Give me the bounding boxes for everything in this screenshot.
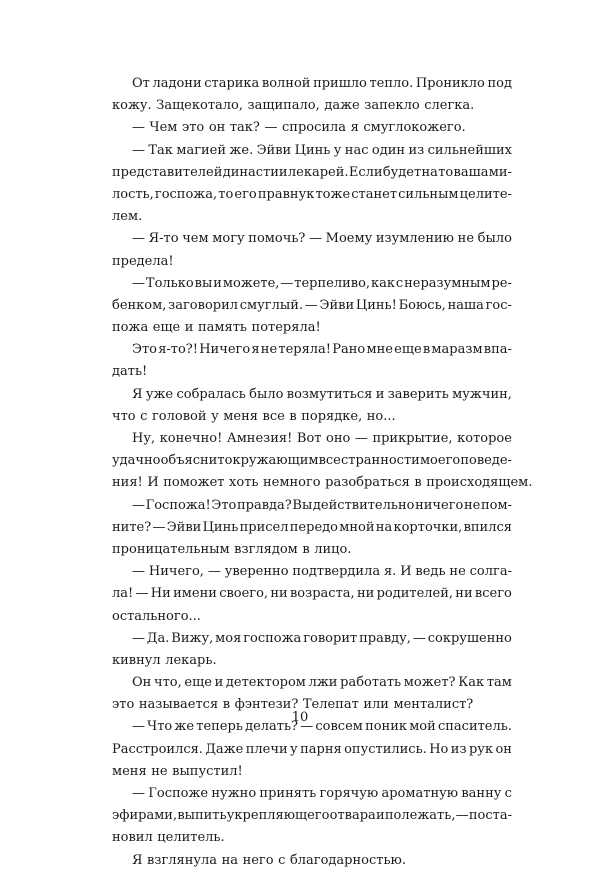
text-line: — Я-то чем могу помочь? — Моему изумлению не было	[132, 231, 512, 247]
text-line: — Госпоже нужно принять горячую ароматную ванну с	[132, 786, 512, 801]
text-line: Он что, еще и детектором лжи работать может? Как там	[132, 675, 512, 691]
text-line: ния! И поможет хоть немного разобраться в происходящем.	[112, 475, 533, 491]
text-line: это называется в фэнтези? Телепат или менталист?	[112, 697, 474, 713]
text-line: остального...	[112, 608, 201, 624]
text-line: что с головой у меня все в порядке, но...	[112, 408, 396, 424]
text-line: Я уже собралась было возмутиться и заверить мужчин,	[132, 386, 512, 402]
text-line: кожу. Защекотало, защипало, даже запекло слегка.	[112, 98, 475, 114]
text-line: ла! — Ни имени своего, ни возраста, ни родителей, ни всего	[112, 586, 512, 602]
text-line: новил целитель.	[112, 830, 225, 846]
text-line: дать!	[112, 364, 148, 380]
text-line: — Да. Вижу, моя госпожа говорит правду, — сокрушенно	[132, 630, 512, 646]
text-line: кивнул лекарь.	[112, 652, 217, 668]
page-number: 10	[291, 710, 309, 725]
text-line: лость, госпожа, то его правнук тоже станет сильным целите-	[112, 186, 512, 202]
text-line: — Что же теперь делать? — совсем поник мой спаситель.	[132, 719, 512, 735]
text-line: От ладони старика волной пришло тепло. Проникло под	[132, 76, 512, 91]
text-line: пожа еще и память потеряла!	[112, 320, 321, 336]
text-line: Это я-то?! Ничего я не теряла! Рано мне еще в маразм впа-	[132, 342, 512, 358]
page-text	[112, 73, 533, 872]
text-line: проницательным взглядом в лицо.	[112, 541, 352, 557]
text-line: — Госпожа! Это правда? Вы действительно ничего не пом-	[132, 497, 512, 513]
text-line: представителей династии лекарей. Если будет на то ваша ми-	[112, 164, 512, 180]
text-line: — Чем это он так? — спросила я смуглокожего.	[132, 120, 466, 136]
text-line: меня не выпустил!	[112, 763, 243, 779]
text-line: предела!	[112, 253, 174, 269]
text-line: Ну, конечно! Амнезия! Вот оно — прикрытие, которое	[132, 431, 512, 446]
text-line: Я взглянула на него с благодарностью.	[132, 852, 406, 868]
text-line: — Ничего, — уверенно подтвердила я. И ведь не солга-	[132, 564, 512, 580]
text-line: бенком, заговорил смуглый. — Эйви Цинь! Боюсь, наша гос-	[112, 297, 512, 313]
text-line: — Только вы и можете, — терпеливо, как с неразумным ре-	[132, 275, 512, 291]
text-line: Расстроился. Даже плечи у парня опустились. Но из рук он	[112, 741, 512, 757]
text-line: — Так магией же. Эйви Цинь у нас один из сильнейших	[132, 142, 512, 158]
text-line: эфирами, выпить укрепляющего отвара и полежать, — поста-	[112, 808, 512, 824]
text-line: удачно объяснит окружающим все странности моего поведе-	[112, 453, 512, 469]
text-line: лем.	[112, 209, 143, 225]
text-line: ните? — Эйви Цинь присел передо мной на корточки, впился	[112, 519, 512, 535]
